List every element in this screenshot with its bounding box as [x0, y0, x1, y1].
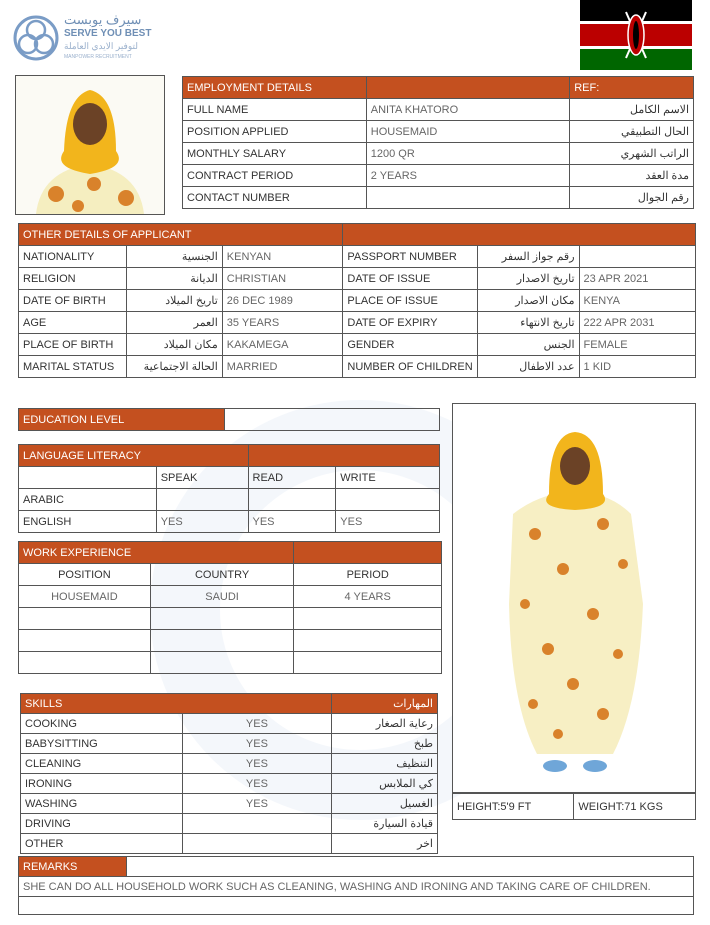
other-skill-arabic: اخر [332, 834, 438, 854]
contract-period-label: CONTRACT PERIOD [183, 165, 367, 187]
place-of-issue-label: PLACE OF ISSUE [343, 290, 477, 312]
washing-arabic: الغسيل [332, 794, 438, 814]
work-country-value: SAUDI [150, 586, 294, 608]
employment-details-table [182, 76, 694, 209]
employment-header-blank [366, 77, 569, 99]
language-literacy-table [18, 444, 440, 533]
education-level-value [224, 409, 439, 431]
date-of-birth-value: 26 DEC 1989 [222, 290, 343, 312]
work-period-value: 4 YEARS [294, 586, 442, 608]
place-of-issue-arabic: مكان الاصدار [477, 290, 579, 312]
remarks-table [18, 856, 694, 915]
cleaning-arabic: التنظيف [332, 754, 438, 774]
driving-arabic: قيادة السيارة [332, 814, 438, 834]
other-skill-value [182, 834, 331, 854]
date-of-expiry-arabic: تاريخ الانتهاء [477, 312, 579, 334]
number-of-children-arabic: عدد الاطفال [477, 356, 579, 378]
measurements-table [452, 793, 696, 820]
work-period-value [294, 608, 442, 630]
language-literacy-header: LANGUAGE LITERACY [19, 445, 249, 467]
work-country-value [150, 630, 294, 652]
full-name-label: FULL NAME [183, 99, 367, 121]
work-position-value [19, 630, 151, 652]
period-column-header: PERIOD [294, 564, 442, 586]
company-logo [12, 10, 172, 66]
logo-tagline: MANPOWER RECRUITMENT [64, 54, 132, 60]
other-details-header: OTHER DETAILS OF APPLICANT [19, 224, 343, 246]
work-experience-header: WORK EXPERIENCE [19, 542, 294, 564]
ironing-label: IRONING [21, 774, 183, 794]
other-skill-label: OTHER [21, 834, 183, 854]
gender-value: FEMALE [579, 334, 695, 356]
applicant-full-body-photo [452, 403, 696, 793]
nationality-label: NATIONALITY [19, 246, 127, 268]
skills-header: SKILLS [21, 694, 332, 714]
passport-number-label: PASSPORT NUMBER [343, 246, 477, 268]
babysitting-arabic: طبخ [332, 734, 438, 754]
write-column-header: WRITE [336, 467, 440, 489]
contract-period-arabic: مدة العقد [570, 165, 694, 187]
number-of-children-label: NUMBER OF CHILDREN [343, 356, 477, 378]
other-details-table [18, 223, 696, 378]
arabic-read-value [248, 489, 336, 511]
place-of-birth-label: PLACE OF BIRTH [19, 334, 127, 356]
logo-sub-arabic: لتوفير الايدي العاملة [64, 41, 138, 51]
language-col-blank [19, 467, 157, 489]
remarks-header-blank [126, 857, 693, 877]
education-level-table [18, 408, 440, 431]
country-column-header: COUNTRY [150, 564, 294, 586]
marital-status-label: MARITAL STATUS [19, 356, 127, 378]
education-level-header: EDUCATION LEVEL [19, 409, 225, 431]
logo-english: SERVE YOU BEST [64, 28, 152, 39]
remarks-blank-line [19, 897, 694, 915]
gender-label: GENDER [343, 334, 477, 356]
other-details-header-blank [343, 224, 696, 246]
ironing-arabic: كي الملابس [332, 774, 438, 794]
religion-arabic: الديانة [127, 268, 222, 290]
skills-header-arabic: المهارات [332, 694, 438, 714]
date-of-expiry-label: DATE OF EXPIRY [343, 312, 477, 334]
marital-status-arabic: الحالة الاجتماعية [127, 356, 222, 378]
cooking-value: YES [182, 714, 331, 734]
religion-label: RELIGION [19, 268, 127, 290]
monthly-salary-value: 1200 QR [366, 143, 569, 165]
position-column-header: POSITION [19, 564, 151, 586]
work-country-value [150, 608, 294, 630]
full-name-value: ANITA KHATORO [366, 99, 569, 121]
cooking-arabic: رعاية الصغار [332, 714, 438, 734]
employment-header: EMPLOYMENT DETAILS [183, 77, 367, 99]
position-applied-label: POSITION APPLIED [183, 121, 367, 143]
position-applied-arabic: الحال التطبيقي [570, 121, 694, 143]
driving-label: DRIVING [21, 814, 183, 834]
remarks-text: SHE CAN DO ALL HOUSEHOLD WORK SUCH AS CLEANING, WASHING AND IRONING AND TAKING CARE OF CHILDREN. [19, 877, 694, 897]
washing-label: WASHING [21, 794, 183, 814]
cooking-label: COOKING [21, 714, 183, 734]
place-of-issue-value: KENYA [579, 290, 695, 312]
date-of-issue-label: DATE OF ISSUE [343, 268, 477, 290]
work-position-value: HOUSEMAID [19, 586, 151, 608]
age-value: 35 YEARS [222, 312, 343, 334]
kenya-flag-icon [580, 0, 692, 70]
work-experience-header-blank [294, 542, 442, 564]
position-applied-value: HOUSEMAID [366, 121, 569, 143]
nationality-value: KENYAN [222, 246, 343, 268]
work-period-value [294, 630, 442, 652]
english-write-value: YES [336, 511, 440, 533]
babysitting-label: BABYSITTING [21, 734, 183, 754]
work-position-value [19, 652, 151, 674]
date-of-birth-arabic: تاريخ الميلاد [127, 290, 222, 312]
ironing-value: YES [182, 774, 331, 794]
babysitting-value: YES [182, 734, 331, 754]
speak-column-header: SPEAK [156, 467, 248, 489]
applicant-portrait-photo [15, 75, 165, 215]
driving-value [182, 814, 331, 834]
weight-value: WEIGHT:71 KGS [574, 794, 696, 820]
work-position-value [19, 608, 151, 630]
gender-arabic: الجنس [477, 334, 579, 356]
english-read-value: YES [248, 511, 336, 533]
date-of-birth-label: DATE OF BIRTH [19, 290, 127, 312]
contact-number-value [366, 187, 569, 209]
logo-arabic: سيرف يوبست [64, 12, 142, 27]
work-country-value [150, 652, 294, 674]
age-arabic: العمر [127, 312, 222, 334]
date-of-issue-arabic: تاريخ الاصدار [477, 268, 579, 290]
arabic-speak-value [156, 489, 248, 511]
passport-number-arabic: رقم جواز السفر [477, 246, 579, 268]
date-of-expiry-value: 222 APR 2031 [579, 312, 695, 334]
skills-table [20, 693, 438, 854]
monthly-salary-arabic: الراتب الشهري [570, 143, 694, 165]
arabic-write-value [336, 489, 440, 511]
washing-value: YES [182, 794, 331, 814]
english-language-label: ENGLISH [19, 511, 157, 533]
language-literacy-header-blank [248, 445, 440, 467]
work-period-value [294, 652, 442, 674]
religion-value: CHRISTIAN [222, 268, 343, 290]
arabic-language-label: ARABIC [19, 489, 157, 511]
place-of-birth-arabic: مكان الميلاد [127, 334, 222, 356]
remarks-header: REMARKS [19, 857, 127, 877]
read-column-header: READ [248, 467, 336, 489]
marital-status-value: MARRIED [222, 356, 343, 378]
nationality-arabic: الجنسية [127, 246, 222, 268]
full-name-arabic: الاسم الكامل [570, 99, 694, 121]
cleaning-value: YES [182, 754, 331, 774]
ref-label: REF: [570, 77, 694, 99]
contract-period-value: 2 YEARS [366, 165, 569, 187]
date-of-issue-value: 23 APR 2021 [579, 268, 695, 290]
contact-number-label: CONTACT NUMBER [183, 187, 367, 209]
cleaning-label: CLEANING [21, 754, 183, 774]
english-speak-value: YES [156, 511, 248, 533]
age-label: AGE [19, 312, 127, 334]
passport-number-value [579, 246, 695, 268]
height-value: HEIGHT:5'9 FT [453, 794, 574, 820]
place-of-birth-value: KAKAMEGA [222, 334, 343, 356]
work-experience-table [18, 541, 442, 674]
number-of-children-value: 1 KID [579, 356, 695, 378]
contact-number-arabic: رقم الجوال [570, 187, 694, 209]
monthly-salary-label: MONTHLY SALARY [183, 143, 367, 165]
